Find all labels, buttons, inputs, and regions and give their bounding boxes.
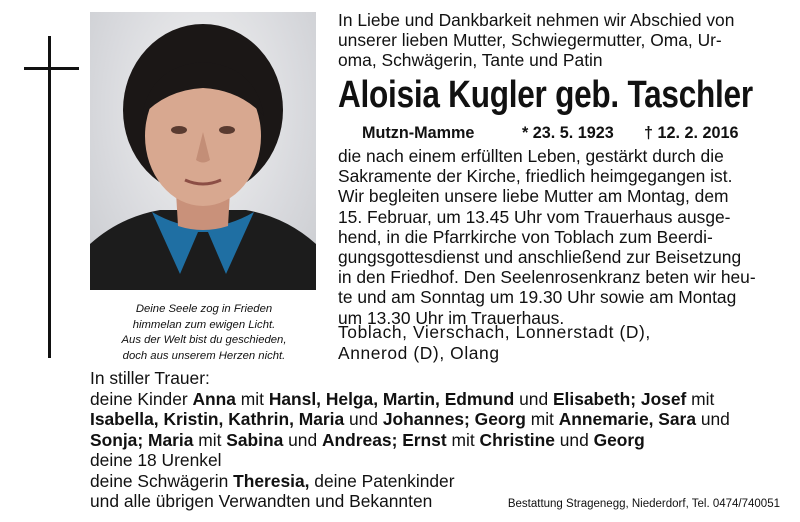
- places-line: Toblach, Vierschach, Lonnerstadt (D),: [338, 322, 651, 342]
- mourners-line: [90, 389, 790, 410]
- mourners-line: [90, 450, 790, 471]
- mourner-name: Annemarie, Sara: [558, 409, 696, 429]
- mourner-name: Isabella, Kristin, Kathrin, Maria: [90, 409, 345, 429]
- body-line: um 13.30 Uhr im Trauerhaus.: [338, 307, 565, 328]
- memorial-verse: [94, 302, 314, 364]
- mourner-text: und: [514, 388, 553, 409]
- mourner-name: Theresia,: [233, 470, 310, 491]
- intro-line: In Liebe und Dankbarkeit nehmen wir Abschied von: [338, 10, 735, 30]
- mourner-name: Anna: [192, 388, 236, 409]
- mourner-text: und alle übrigen Verwandten und Bekannten: [90, 491, 433, 511]
- mourner-text: deine Kinder: [90, 388, 193, 409]
- cross-horizontal-bar: [24, 67, 79, 70]
- death-date: † 12. 2. 2016: [644, 124, 739, 142]
- intro-text: [338, 10, 780, 71]
- mourner-text: mit: [525, 409, 559, 429]
- body-line: te und am Sonntag um 19.30 Uhr sowie am Montag: [338, 287, 737, 308]
- body-line: Sakramente der Kirche, friedlich heimgegangen ist.: [338, 166, 733, 187]
- verse-line: Deine Seele zog in Frieden: [135, 303, 273, 315]
- portrait-photo: [90, 12, 316, 290]
- body-line: Wir begleiten unsere liebe Mutter am Montag, dem: [338, 186, 729, 207]
- mourner-name: Sabina: [226, 429, 284, 450]
- announcement-text: [338, 146, 782, 328]
- places-line: Annerod (D), Olang: [338, 343, 500, 363]
- mourner-text: und: [283, 429, 322, 450]
- intro-line: oma, Schwägerin, Tante und Patin: [338, 50, 603, 71]
- mourner-text: mit: [235, 388, 269, 409]
- mourner-text: und: [554, 429, 594, 450]
- verse-line: Aus der Welt bist du geschieden,: [121, 334, 287, 347]
- mourner-name: Christine: [479, 429, 555, 450]
- cross-vertical-bar: [48, 36, 51, 358]
- deceased-name: Aloisia Kugler geb. Taschler: [338, 74, 753, 116]
- mourners-line: [90, 430, 790, 451]
- intro-line: unserer lieben Mutter, Schwiegermutter, Oma, Ur-: [338, 30, 722, 51]
- birth-date: * 23. 5. 1923: [522, 124, 614, 142]
- nickname: Mutzn-Mamme: [362, 124, 475, 142]
- body-line: hend, in die Pfarrkirche von Toblach zum Beerdi-: [338, 226, 713, 247]
- mourners-line: [90, 471, 790, 492]
- mourner-text: deine 18 Urenkel: [90, 450, 222, 470]
- places-list: [338, 322, 782, 364]
- mourner-text: mit: [446, 429, 480, 450]
- body-line: in den Friedhof. Den Seelenrosenkranz beten wir heu-: [338, 267, 756, 288]
- verse-line: doch aus unserem Herzen nicht.: [122, 349, 286, 362]
- mourners-list: [90, 368, 790, 512]
- mourners-heading: In stiller Trauer:: [90, 368, 210, 388]
- mourner-text: deine Patenkinder: [309, 470, 455, 491]
- mourner-text: und: [696, 409, 730, 429]
- funeral-home-info: Bestattung Stragenegg, Niederdorf, Tel. 0474/740051: [507, 498, 780, 510]
- mourner-name: Andreas; Ernst: [321, 429, 447, 450]
- mourner-name: Sonja; Maria: [90, 429, 194, 450]
- mourner-text: mit: [686, 388, 715, 409]
- verse-line: himmelan zum ewigen Licht.: [132, 318, 276, 331]
- mourner-text: mit: [193, 429, 227, 450]
- body-line: gungsgottesdienst und anschließend zur Beisetzung: [338, 247, 742, 268]
- mourner-name: Georg: [593, 429, 645, 450]
- mourner-name: Johannes; Georg: [382, 409, 526, 429]
- mourners-line: [90, 409, 790, 430]
- body-line: 15. Februar, um 13.45 Uhr vom Trauerhaus ausge-: [338, 206, 731, 227]
- mourner-text: und: [344, 409, 383, 429]
- mourner-text: deine Schwägerin: [90, 470, 234, 491]
- mourner-name: Elisabeth; Josef: [552, 388, 687, 409]
- mourner-name: Hansl, Helga, Martin, Edmund: [268, 388, 515, 409]
- body-line: die nach einem erfüllten Leben, gestärkt durch die: [338, 146, 724, 166]
